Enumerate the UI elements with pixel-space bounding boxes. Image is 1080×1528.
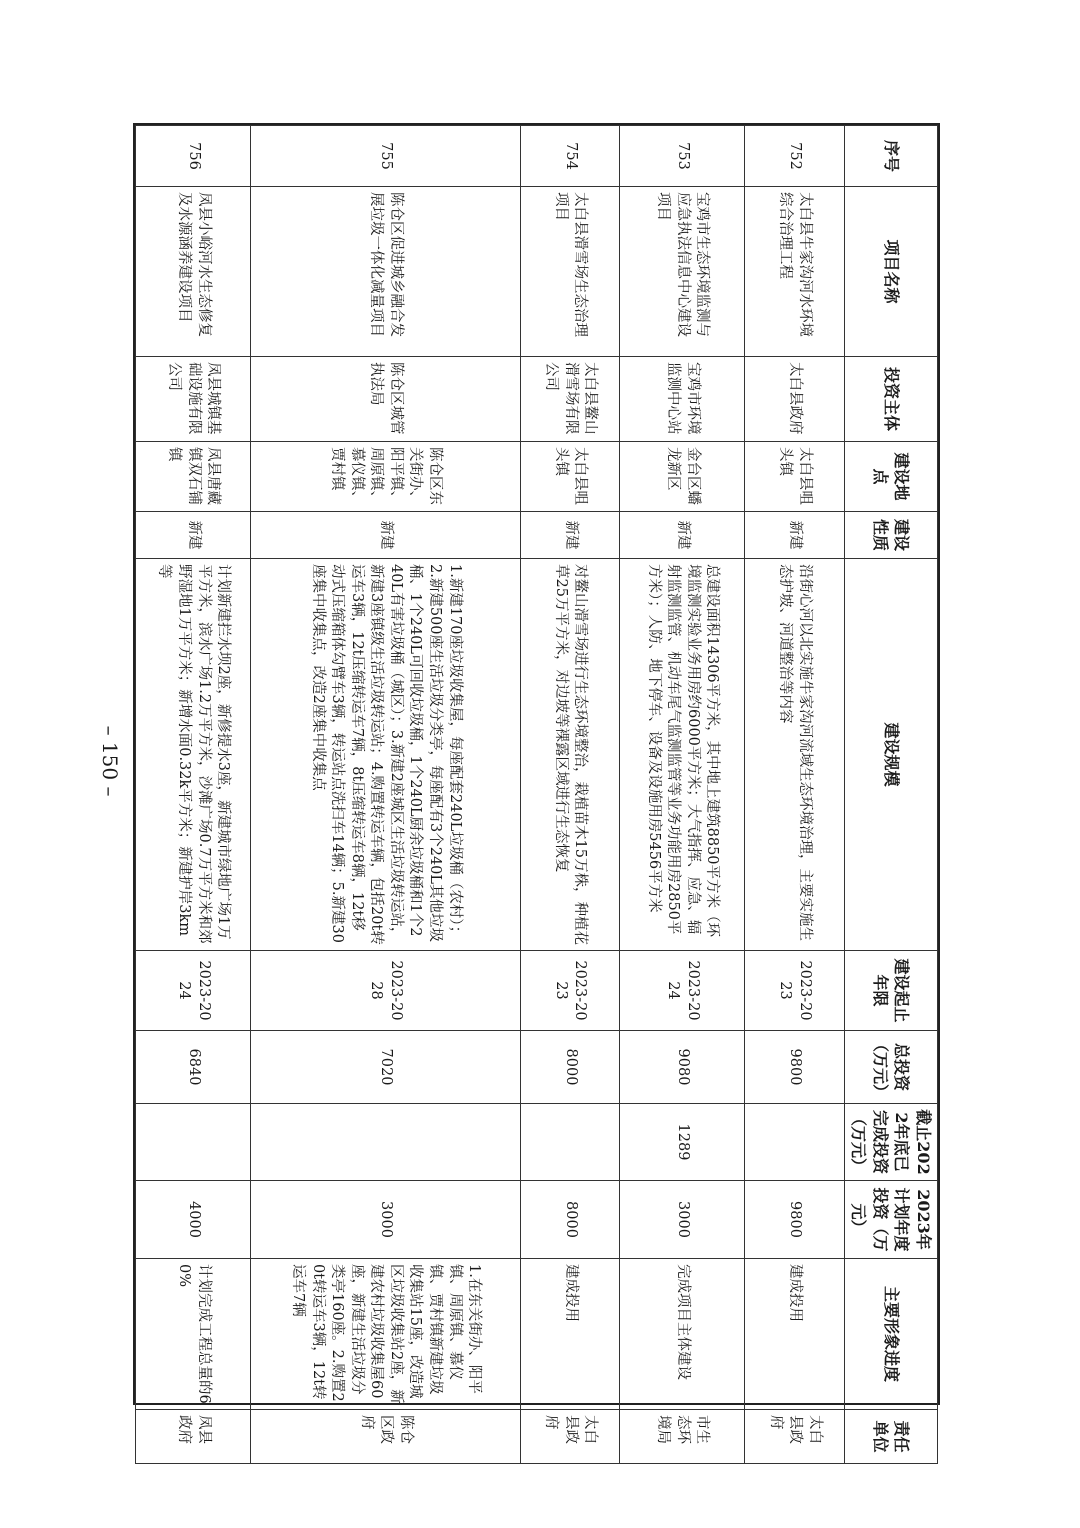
table-row <box>619 126 744 1464</box>
header-cell: 建设地点 <box>844 442 937 512</box>
table-header-row <box>844 126 937 1464</box>
period: 2023-2024 <box>136 951 251 1031</box>
plan-2023: 3000 <box>619 1181 744 1259</box>
header-cell: 责任单位 <box>844 1410 937 1464</box>
rotated-table-frame <box>133 123 940 1453</box>
project-name: 太白县牛家沟河水环境综合治理工程 <box>745 187 844 357</box>
responsible-unit: 凤县政府 <box>136 1410 251 1464</box>
page-number-text: – 150 – <box>98 725 122 797</box>
header-cell: 建设性质 <box>844 512 937 559</box>
plan-2023: 4000 <box>136 1181 251 1259</box>
nature: 新建 <box>745 512 844 559</box>
location: 陈仓区东关街办、阳平镇、周原镇、慕仪镇、贾村镇 <box>251 442 521 512</box>
row-id: 754 <box>520 126 619 187</box>
total-investment: 8000 <box>520 1031 619 1104</box>
progress: 计划完成工程总量的60% <box>136 1259 251 1410</box>
period: 2023-2028 <box>251 951 521 1031</box>
total-investment: 7020 <box>251 1031 521 1104</box>
scale: 总建设面积14306平方米，其中地上建筑8850平方米（环境监测实验业务用房约6000平方米；大气指挥、应急、辐射监测监管、机动车尾气监测监管等业务功能用房2850平方米）；人防、地下停车、设备及设施用房5456平方米 <box>619 559 744 951</box>
page-number <box>55 725 165 797</box>
table-row <box>136 126 251 1464</box>
investor: 太白县鳌山滑雪场有限公司 <box>520 357 619 442</box>
completed-investment <box>745 1104 844 1181</box>
responsible-unit: 陈仓区政府 <box>251 1410 521 1464</box>
scale: 计划新建拦水坝2座，新修提水3座，新建城市绿地广场1万平方米，滨水广场1.2万平方米，沙滩广场0.7万平方米和郊野湿地1万平方米；新增水面0.32k平方米；新建护岸3km等 <box>136 559 251 951</box>
investor: 宝鸡市环境监测中心站 <box>619 357 744 442</box>
table-row <box>745 126 844 1464</box>
project-name: 宝鸡市生态环境监测与应急执法信息中心建设项目 <box>619 187 744 357</box>
row-id: 755 <box>251 126 521 187</box>
scale: 1.新建170座垃圾收集屋，每座配套240L垃圾桶（农村）；2.新建500座生活垃圾分类亭，每座配有3个240L其他垃圾桶、1个240L可回收垃圾桶，1个240L厨余垃圾桶和1个240L有害垃圾桶（城区）；3.新建2座城区生活垃圾转运站，新建3座镇级生活垃圾转运站；4.购置转运车辆，包括20t转运车3辆，12t压缩转运车7辆，8t压缩转运车8辆，12t移动式压缩箱体勾臂车3辆，转运站点洗扫车14辆；5.新建30座集中收集点，改造2座集中收集点 <box>251 559 521 951</box>
completed-investment <box>251 1104 521 1181</box>
header-cell: 建设起止年限 <box>844 951 937 1031</box>
header-cell: 主要形象进度 <box>844 1259 937 1410</box>
rotated-table-content <box>135 125 938 1453</box>
table-row <box>520 126 619 1464</box>
table-row <box>251 126 521 1464</box>
nature: 新建 <box>136 512 251 559</box>
nature: 新建 <box>619 512 744 559</box>
completed-investment <box>136 1104 251 1181</box>
header-cell: 投资主体 <box>844 357 937 442</box>
period: 2023-2023 <box>520 951 619 1031</box>
responsible-unit: 市生态环境局 <box>619 1410 744 1464</box>
header-cell: 序号 <box>844 126 937 187</box>
plan-2023: 9800 <box>745 1181 844 1259</box>
investor: 凤县城镇基础设施有限公司 <box>136 357 251 442</box>
header-cell: 截止2022年底已完成投资（万元） <box>844 1104 937 1181</box>
total-investment: 6840 <box>136 1031 251 1104</box>
header-cell: 2023年计划年度投资（万元） <box>844 1181 937 1259</box>
row-id: 756 <box>136 126 251 187</box>
investor: 陈仓区城管执法局 <box>251 357 521 442</box>
plan-2023: 8000 <box>520 1181 619 1259</box>
progress: 完成项目主体建设 <box>619 1259 744 1410</box>
investor: 太白县政府 <box>745 357 844 442</box>
project-name: 凤县小峪河水生态修复及水源涵养建设项目 <box>136 187 251 357</box>
responsible-unit: 太白县政府 <box>745 1410 844 1464</box>
completed-investment <box>520 1104 619 1181</box>
project-table <box>135 125 938 1464</box>
total-investment: 9800 <box>745 1031 844 1104</box>
progress: 建成投用 <box>745 1259 844 1410</box>
period: 2023-2024 <box>619 951 744 1031</box>
progress: 建成投用 <box>520 1259 619 1410</box>
total-investment: 9080 <box>619 1031 744 1104</box>
period: 2023-2023 <box>745 951 844 1031</box>
scale: 沿街心河以北实施牛家沟河流域生态环境治理，主要实施生态护坡、河道整治等内容 <box>745 559 844 951</box>
location: 金台区蟠龙新区 <box>619 442 744 512</box>
header-cell: 建设规模 <box>844 559 937 951</box>
project-name: 太白县滑雪场生态治理项目 <box>520 187 619 357</box>
progress: 1.在东关街办、阳平镇、周原镇、慕仪镇、贾村镇新建垃圾收集站15座，改造城区垃圾收集站2座，新建农村垃圾收集屋60座，新建生活垃圾分类亭160座。2.购置20t转运车3辆，12t转运车7辆 <box>251 1259 521 1410</box>
responsible-unit: 太白县政府 <box>520 1410 619 1464</box>
nature: 新建 <box>520 512 619 559</box>
location: 太白县咀头镇 <box>745 442 844 512</box>
plan-2023: 3000 <box>251 1181 521 1259</box>
project-name: 陈仓区促进城乡融合发展垃圾一体化减量项目 <box>251 187 521 357</box>
row-id: 753 <box>619 126 744 187</box>
row-id: 752 <box>745 126 844 187</box>
header-cell: 总投资（万元） <box>844 1031 937 1104</box>
header-cell: 项目名称 <box>844 187 937 357</box>
completed-investment: 1289 <box>619 1104 744 1181</box>
scale: 对鳌山滑雪场进行生态环境整治，栽植苗木15万株，种植花草25万平方米，对边坡等裸露区域进行生态恢复 <box>520 559 619 951</box>
location: 凤县唐藏镇双石铺镇 <box>136 442 251 512</box>
nature: 新建 <box>251 512 521 559</box>
location: 太白县咀头镇 <box>520 442 619 512</box>
